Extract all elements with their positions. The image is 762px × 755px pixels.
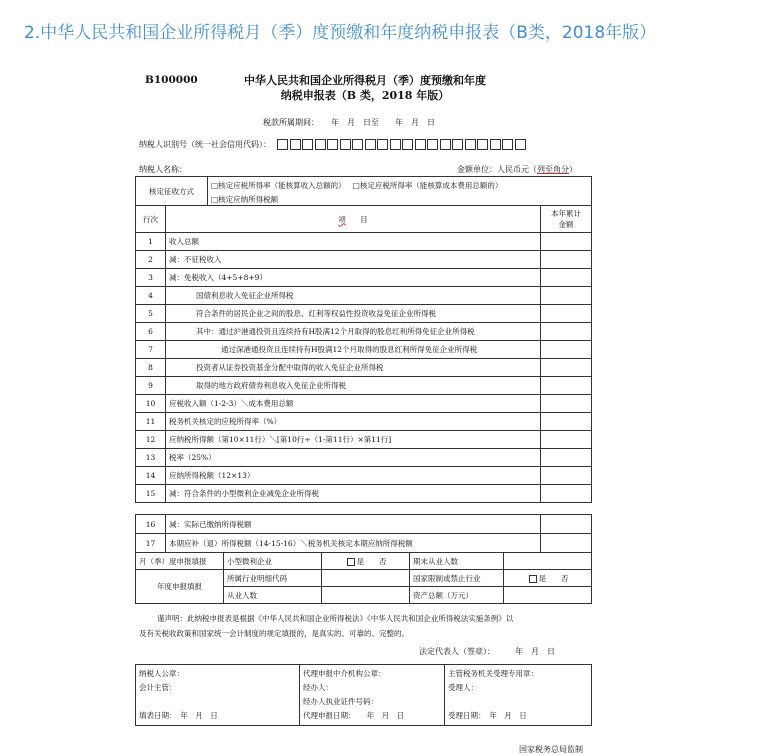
row-amount[interactable] bbox=[541, 467, 592, 485]
amount-unit-suffix: ） bbox=[569, 165, 577, 174]
row-text: 投资者从证券投资基金分配中取得的收入免征企业所得税 bbox=[166, 359, 541, 377]
form-title bbox=[215, 73, 515, 103]
row-amount[interactable] bbox=[541, 341, 592, 359]
table-header-row bbox=[136, 206, 592, 233]
form-code: B100000 bbox=[145, 74, 198, 86]
row-text: 应纳所得税额（12×13） bbox=[166, 467, 541, 485]
header-amount-line2: 金额 bbox=[558, 220, 574, 229]
row-no: 14 bbox=[136, 467, 166, 485]
amount-unit-prefix: 金额单位：人民币元（ bbox=[457, 165, 537, 174]
row-text: 减：免税收入（4+5+8+9） bbox=[166, 269, 541, 287]
row-amount[interactable] bbox=[541, 269, 592, 287]
end-employees-label: 期末从业人数 bbox=[410, 553, 504, 570]
taxpayer-id-label: 纳税人识别号（统一社会信用代码）： bbox=[139, 140, 271, 149]
industry-code-label: 所属行业明细代码 bbox=[224, 570, 322, 587]
row-no: 12 bbox=[136, 431, 166, 449]
taxpayer-id-boxes[interactable] bbox=[277, 139, 527, 150]
row-amount[interactable] bbox=[541, 395, 592, 413]
extra-info-table bbox=[135, 552, 592, 604]
row-no: 4 bbox=[136, 287, 166, 305]
table-row bbox=[136, 359, 592, 377]
header-item-suffix: 目 bbox=[360, 214, 368, 224]
id-box bbox=[452, 139, 463, 150]
industry-code-value[interactable] bbox=[322, 570, 410, 587]
levy-method-options[interactable] bbox=[208, 177, 592, 194]
tax-authority-signature[interactable] bbox=[445, 665, 592, 726]
row-amount[interactable] bbox=[541, 485, 592, 503]
agent-handler-label: 经办人： bbox=[303, 683, 333, 692]
id-box bbox=[440, 139, 451, 150]
id-box bbox=[402, 139, 413, 150]
main-table bbox=[135, 176, 592, 503]
row-text: 减：实际已缴纳所得税额 bbox=[166, 515, 541, 534]
end-employees-value[interactable] bbox=[504, 553, 592, 570]
id-box bbox=[477, 139, 488, 150]
table-row bbox=[136, 377, 592, 395]
id-box bbox=[377, 139, 388, 150]
row-amount[interactable] bbox=[541, 377, 592, 395]
header-item-prefix: 项 bbox=[338, 214, 346, 224]
id-box bbox=[340, 139, 351, 150]
row-amount[interactable] bbox=[541, 449, 592, 467]
row-amount[interactable] bbox=[541, 251, 592, 269]
taxpayer-id-row bbox=[139, 139, 527, 150]
id-box bbox=[490, 139, 501, 150]
declaration bbox=[139, 611, 591, 641]
header-amount-line1: 本年累计 bbox=[551, 209, 581, 218]
assets-label: 资产总额（万元） bbox=[410, 587, 504, 604]
checkbox-icon bbox=[529, 575, 537, 583]
table-row bbox=[136, 251, 592, 269]
form-title-line1: 中华人民共和国企业所得税月（季）度预缴和年度 bbox=[244, 74, 486, 87]
row-no: 8 bbox=[136, 359, 166, 377]
row-no: 6 bbox=[136, 323, 166, 341]
id-box bbox=[365, 139, 376, 150]
row-text: 税务机关核定的应税所得率（%） bbox=[166, 413, 541, 431]
restricted-label: 国家限制或禁止行业 bbox=[410, 570, 504, 587]
table-row bbox=[136, 431, 592, 449]
tax-form-document bbox=[131, 66, 601, 754]
row-no: 11 bbox=[136, 413, 166, 431]
taxpayer-name-label: 纳税人名称： bbox=[139, 165, 187, 174]
row-no: 9 bbox=[136, 377, 166, 395]
row-amount[interactable] bbox=[541, 534, 592, 553]
id-box bbox=[502, 139, 513, 150]
employees-value[interactable] bbox=[322, 587, 410, 604]
annual-label: 年度申报填报 bbox=[136, 570, 224, 604]
form-title-line2: 纳税申报表（B 类，2018 年版） bbox=[280, 89, 450, 102]
levy-method-row bbox=[136, 177, 592, 194]
row-no: 1 bbox=[136, 233, 166, 251]
agent-seal-label: 代理申报中介机构公章： bbox=[303, 669, 386, 678]
signature-table bbox=[135, 664, 592, 726]
tax-period: 税款所属期间： 年 月 日至 年 月 日 bbox=[263, 118, 435, 127]
row-text: 应税收入额（1-2-3）＼成本费用总额 bbox=[166, 395, 541, 413]
receiver-label: 受理人： bbox=[448, 683, 478, 692]
assets-value[interactable] bbox=[504, 587, 592, 604]
row-text: 取得的地方政府债券利息收入免征企业所得税 bbox=[166, 377, 541, 395]
id-box bbox=[302, 139, 313, 150]
levy-option-2[interactable]: □核定应税所得率（能核算成本费用总额的） bbox=[352, 180, 503, 190]
table-row bbox=[136, 395, 592, 413]
yes-no-text: 是 否 bbox=[538, 573, 569, 583]
row-no: 10 bbox=[136, 395, 166, 413]
levy-option-1[interactable]: □核定应税所得率（能核算收入总额的） bbox=[211, 180, 346, 190]
levy-option-3[interactable]: □核定应纳所得税额 bbox=[208, 193, 592, 206]
restricted-yes-no[interactable] bbox=[504, 570, 592, 587]
accounting-head-label: 会计主管： bbox=[139, 683, 177, 692]
id-box bbox=[390, 139, 401, 150]
settlement-table bbox=[135, 514, 592, 553]
row-amount[interactable] bbox=[541, 413, 592, 431]
fill-date-label: 填表日期： 年 月 日 bbox=[139, 711, 218, 720]
header-amount bbox=[541, 206, 592, 233]
authority-seal-label: 主管税务机关受理专用章： bbox=[448, 669, 538, 678]
monthly-label: 月（季）度申报填报 bbox=[136, 553, 224, 570]
id-box bbox=[465, 139, 476, 150]
table-row bbox=[136, 323, 592, 341]
id-box bbox=[352, 139, 363, 150]
row-no: 17 bbox=[136, 534, 166, 553]
agent-signature[interactable] bbox=[300, 665, 445, 726]
row-amount[interactable] bbox=[541, 359, 592, 377]
table-row bbox=[136, 413, 592, 431]
id-box bbox=[315, 139, 326, 150]
amount-unit bbox=[457, 164, 577, 175]
id-box bbox=[290, 139, 301, 150]
table-row bbox=[136, 449, 592, 467]
row-amount[interactable] bbox=[541, 515, 592, 534]
amount-unit-emph: 列至角分 bbox=[537, 165, 569, 174]
taxpayer-seal-label: 纳税人公章： bbox=[139, 669, 184, 678]
row-text: 通过深港通投资且连续持有H股满12个月取得的股息红利所得免征企业所得税 bbox=[166, 341, 541, 359]
row-text: 减：不征税收入 bbox=[166, 251, 541, 269]
declaration-line1: 谨声明：此纳税申报表是根据《中华人民共和国企业所得税法》《中华人民共和国企业所得税法实施条例》以 bbox=[157, 614, 514, 623]
receive-date-label: 受理日期： 年 月 日 bbox=[448, 711, 527, 720]
table-row bbox=[136, 287, 592, 305]
id-box bbox=[277, 139, 288, 150]
legal-representative: 法定代表人（签章）： 年 月 日 bbox=[419, 647, 555, 656]
table-row bbox=[136, 515, 592, 534]
levy-method-label: 核定征收方式 bbox=[136, 177, 208, 206]
table-row bbox=[136, 341, 592, 359]
page-heading: 2.中华人民共和国企业所得税月（季）度预缴和年度纳税申报表（B类，2018年版） bbox=[24, 23, 657, 43]
id-box bbox=[515, 139, 526, 150]
agent-date-label: 代理申报日期： 年 月 日 bbox=[303, 711, 405, 720]
row-text: 本期应补（退）所得税额（14-15-16）＼税务机关核定本期应纳所得税额 bbox=[166, 534, 541, 553]
row-amount[interactable] bbox=[541, 431, 592, 449]
row-text: 其中：通过沪港通投资且连续持有H股满12个月取得的股息红利所得免征企业所得税 bbox=[166, 323, 541, 341]
small-micro-label: 小型微利企业 bbox=[224, 553, 322, 570]
small-micro-yes-no[interactable] bbox=[322, 553, 410, 570]
row-text: 收入总额 bbox=[166, 233, 541, 251]
row-amount[interactable] bbox=[541, 287, 592, 305]
id-box bbox=[327, 139, 338, 150]
id-box bbox=[427, 139, 438, 150]
row-amount[interactable] bbox=[541, 233, 592, 251]
header-line: 行次 bbox=[136, 206, 166, 233]
taxpayer-signature[interactable] bbox=[136, 665, 300, 726]
table-row bbox=[136, 534, 592, 553]
row-no: 13 bbox=[136, 449, 166, 467]
row-no: 15 bbox=[136, 485, 166, 503]
table-row bbox=[136, 233, 592, 251]
row-no: 5 bbox=[136, 305, 166, 323]
yes-no-text: 是 否 bbox=[356, 556, 387, 566]
table-row bbox=[136, 305, 592, 323]
header-item bbox=[166, 206, 541, 233]
table-row bbox=[136, 269, 592, 287]
table-row bbox=[136, 485, 592, 503]
table-row bbox=[136, 467, 592, 485]
row-text: 减：符合条件的小型微利企业减免企业所得税 bbox=[166, 485, 541, 503]
row-amount[interactable] bbox=[541, 305, 592, 323]
row-no: 16 bbox=[136, 515, 166, 534]
row-text: 税率（25%） bbox=[166, 449, 541, 467]
row-no: 2 bbox=[136, 251, 166, 269]
row-no: 7 bbox=[136, 341, 166, 359]
footer-supervisor: 国家税务总局监制 bbox=[519, 745, 583, 754]
row-no: 3 bbox=[136, 269, 166, 287]
row-text: 国债利息收入免征企业所得税 bbox=[166, 287, 541, 305]
checkbox-icon bbox=[347, 558, 355, 566]
declaration-line2: 及有关税收政策和国家统一会计制度的规定填报的，是真实的、可靠的、完整的。 bbox=[139, 629, 409, 638]
row-text: 符合条件的居民企业之间的股息、红利等权益性投资收益免征企业所得税 bbox=[166, 305, 541, 323]
employees-label: 从业人数 bbox=[224, 587, 322, 604]
row-amount[interactable] bbox=[541, 323, 592, 341]
row-text: 应纳税所得额（第10×11行）＼[第10行÷（1-第11行）×第11行] bbox=[166, 431, 541, 449]
agent-license-label: 经办人执业证件号码： bbox=[303, 697, 378, 706]
id-box bbox=[415, 139, 426, 150]
